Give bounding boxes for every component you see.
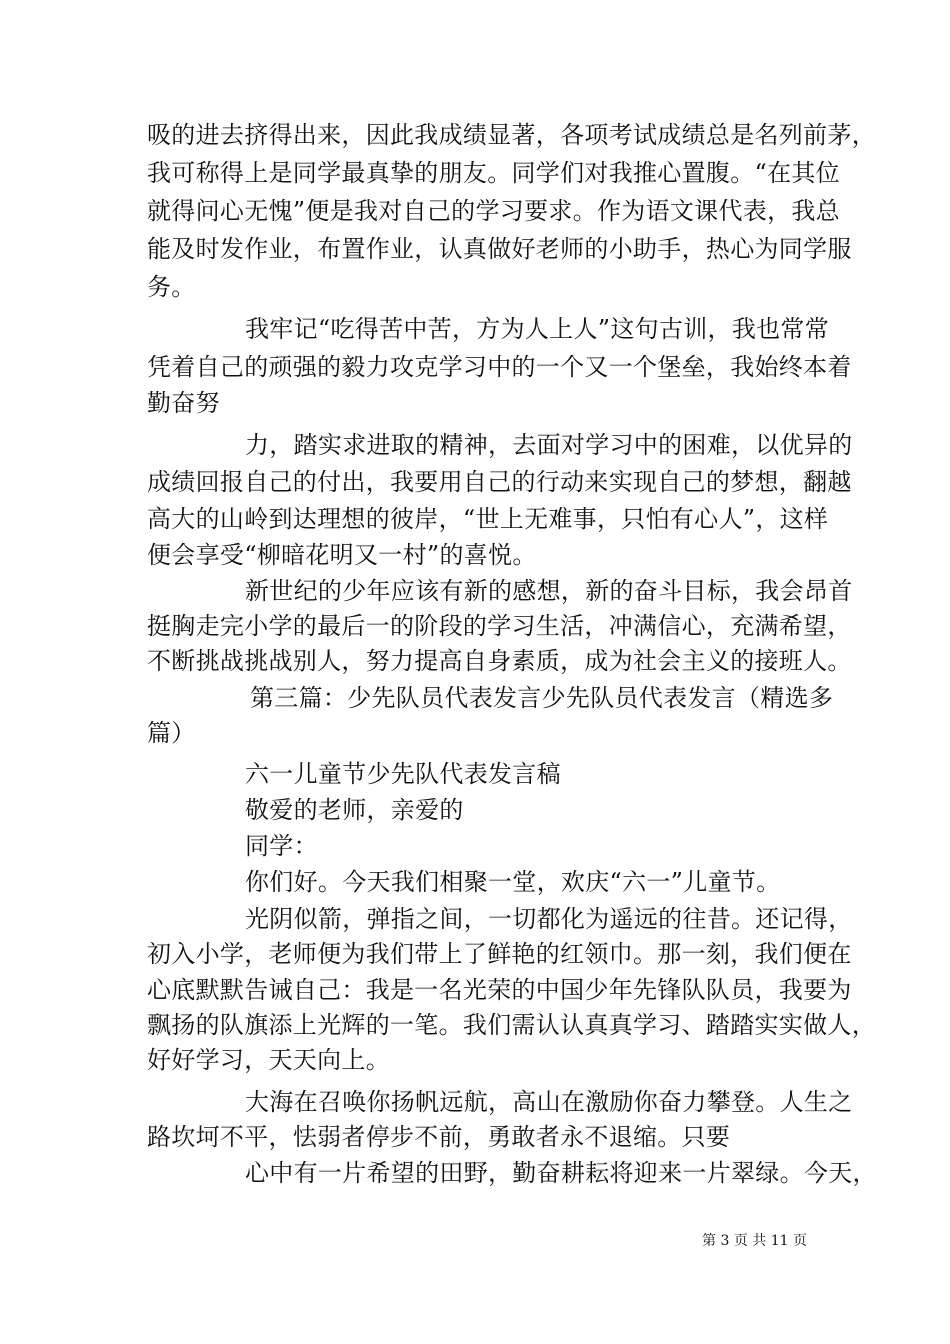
text-line: 不断挑战挑战别人，努力提高自身素质，成为社会主义的接班人。 <box>147 647 852 675</box>
text-line: 心底默默告诫自己：我是一名光荣的中国少年先锋队队员，我要为 <box>147 976 852 1004</box>
text-line: 我可称得上是同学最真挚的朋友。同学们对我推心置腹。“在其位 <box>147 159 840 187</box>
speech-title: 六一儿童节少先队代表发言稿 <box>245 760 561 788</box>
text-line: 初入小学，老师便为我们带上了鲜艳的红领巾。那一刻，我们便在 <box>147 940 852 968</box>
page-number: 第 3 页 共 11 页 <box>702 1233 807 1249</box>
salutation: 敬爱的老师，亲爱的 <box>245 796 464 824</box>
section-heading: 篇） <box>147 719 196 747</box>
text-line: 你们好。今天我们相聚一堂，欢庆“六一”儿童节。 <box>245 868 781 896</box>
text-line: 路坎坷不平，怯弱者停步不前，勇敢者永不退缩。只要 <box>147 1123 731 1151</box>
text-line: 挺胸走完小学的最后一的阶段的学习生活，冲满信心，充满希望， <box>147 612 852 640</box>
text-line: 成绩回报自己的付出，我要用自己的行动来实现自己的梦想，翻越 <box>147 468 852 496</box>
text-line: 勤奋努 <box>147 389 220 417</box>
text-line: 我牢记“吃得苦中苦，方为人上人”这句古训，我也常常 <box>245 315 830 343</box>
text-line: 心中有一片希望的田野，勤奋耕耘将迎来一片翠绿。今天， <box>245 1159 877 1187</box>
text-line: 凭着自己的顽强的毅力攻克学习中的一个又一个堡垒，我始终本着 <box>147 353 852 381</box>
text-line: 吸的进去挤得出来，因此我成绩显著，各项考试成绩总是名列前茅， <box>147 121 876 149</box>
text-line: 新世纪的少年应该有新的感想，新的奋斗目标，我会昂首 <box>245 577 853 605</box>
text-line: 飘扬的队旗添上光辉的一笔。我们需认认真真学习、踏踏实实做人， <box>147 1011 876 1039</box>
text-line: 务。 <box>147 273 196 301</box>
section-heading: 第三篇：少先队员代表发言少先队员代表发言（精选多 <box>250 684 834 712</box>
text-line: 能及时发作业，布置作业，认真做好老师的小助手，热心为同学服 <box>147 235 852 263</box>
text-line: 大海在召唤你扬帆远航，高山在激励你奋力攀登。人生之 <box>245 1088 853 1116</box>
text-line: 高大的山岭到达理想的彼岸，“世上无难事，只怕有心人”，这样 <box>147 505 829 533</box>
text-line: 力，踏实求进取的精神，去面对学习中的困难，以优异的 <box>245 431 853 459</box>
text-line: 好好学习，天天向上。 <box>147 1046 390 1074</box>
text-line: 光阴似箭，弹指之间，一切都化为遥远的往昔。还记得， <box>245 905 853 933</box>
salutation: 同学： <box>245 832 318 860</box>
text-line: 便会享受“柳暗花明又一村”的喜悦。 <box>147 541 537 569</box>
text-line: 就得问心无愧”便是我对自己的学习要求。作为语文课代表，我总 <box>147 197 840 225</box>
